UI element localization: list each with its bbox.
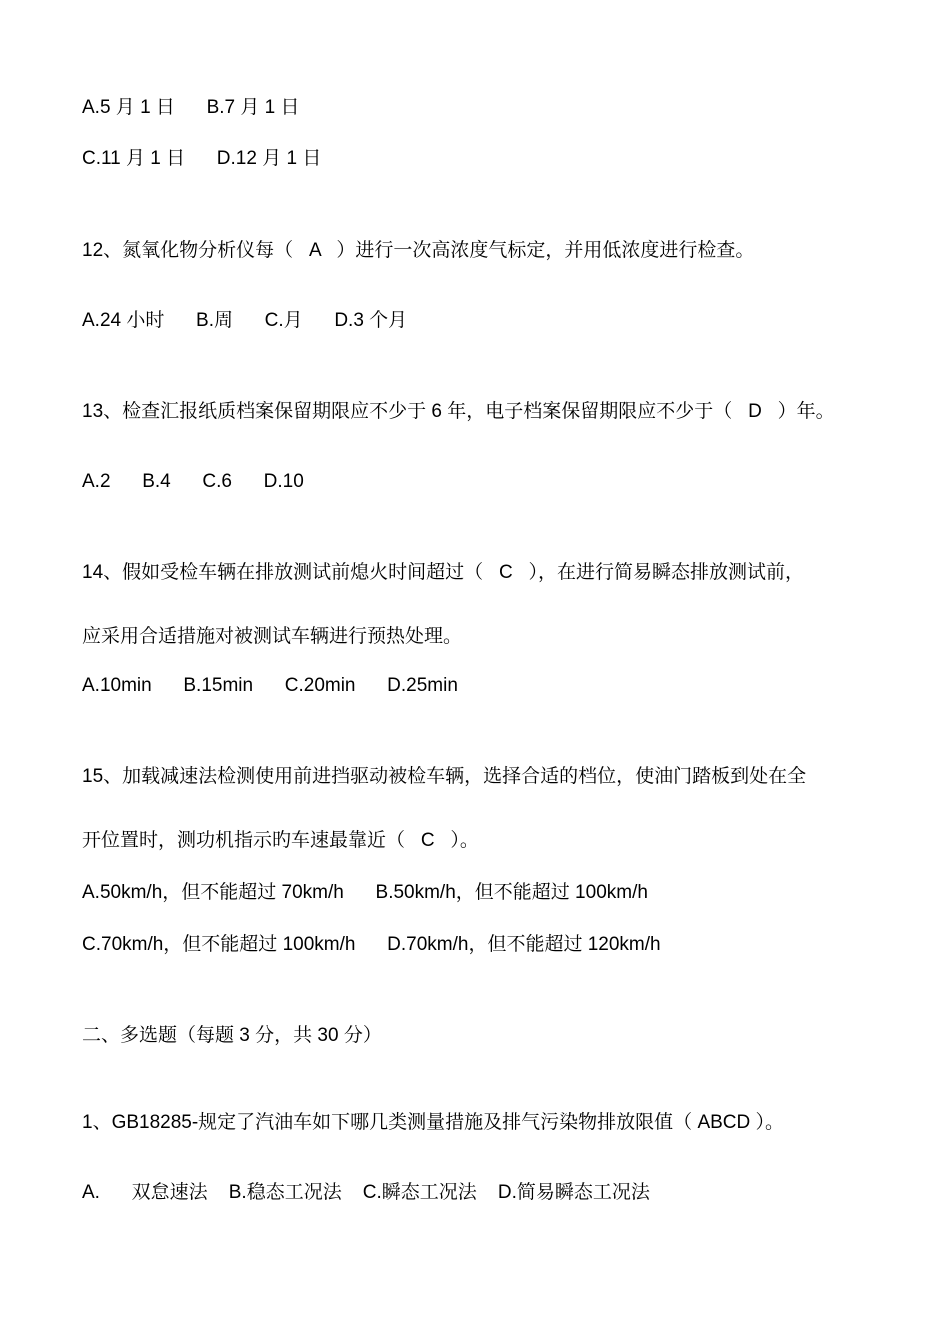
section-heading-multiple-choice: 二、多选题（每题 3 分，共 30 分） bbox=[82, 1025, 382, 1046]
q12-question: 12、氮氧化物分析仪每（ A ）进行一次高浓度气标定，并用低浓度进行检查。 bbox=[82, 240, 755, 261]
m1-options: A. 双怠速法 B.稳态工况法 C.瞬态工况法 D.简易瞬态工况法 bbox=[82, 1182, 650, 1203]
q14-question-line2: 应采用合适措施对被测试车辆进行预热处理。 bbox=[82, 626, 463, 647]
q15-question-line1: 15、加载减速法检测使用前进挡驱动被检车辆，选择合适的档位，使油门踏板到处在全 bbox=[82, 766, 807, 787]
q13-options: A.2 B.4 C.6 D.10 bbox=[82, 471, 304, 492]
q12-options: A.24 小时 B.周 C.月 D.3 个月 bbox=[82, 310, 408, 331]
q13-question: 13、检查汇报纸质档案保留期限应不少于 6 年，电子档案保留期限应不少于（ D ）年。 bbox=[82, 401, 835, 422]
q11-options-cd: C.11 月 1 日 D.12 月 1 日 bbox=[82, 148, 322, 169]
q11-options-ab: A.5 月 1 日 B.7 月 1 日 bbox=[82, 97, 300, 118]
q15-options-ab: A.50km/h，但不能超过 70km/h B.50km/h，但不能超过 100km/h bbox=[82, 882, 648, 903]
q14-options: A.10min B.15min C.20min D.25min bbox=[82, 675, 458, 696]
q15-options-cd: C.70km/h，但不能超过 100km/h D.70km/h，但不能超过 120km/h bbox=[82, 934, 661, 955]
m1-question: 1、GB18285-规定了汽油车如下哪几类测量措施及排气污染物排放限值（ ABCD ）。 bbox=[82, 1112, 785, 1133]
q15-question-line2: 开位置时，测功机指示旳车速最靠近（ C ）。 bbox=[82, 830, 479, 851]
q14-question-line1: 14、假如受检车辆在排放测试前熄火时间超过（ C ），在进行简易瞬态排放测试前， bbox=[82, 562, 805, 583]
